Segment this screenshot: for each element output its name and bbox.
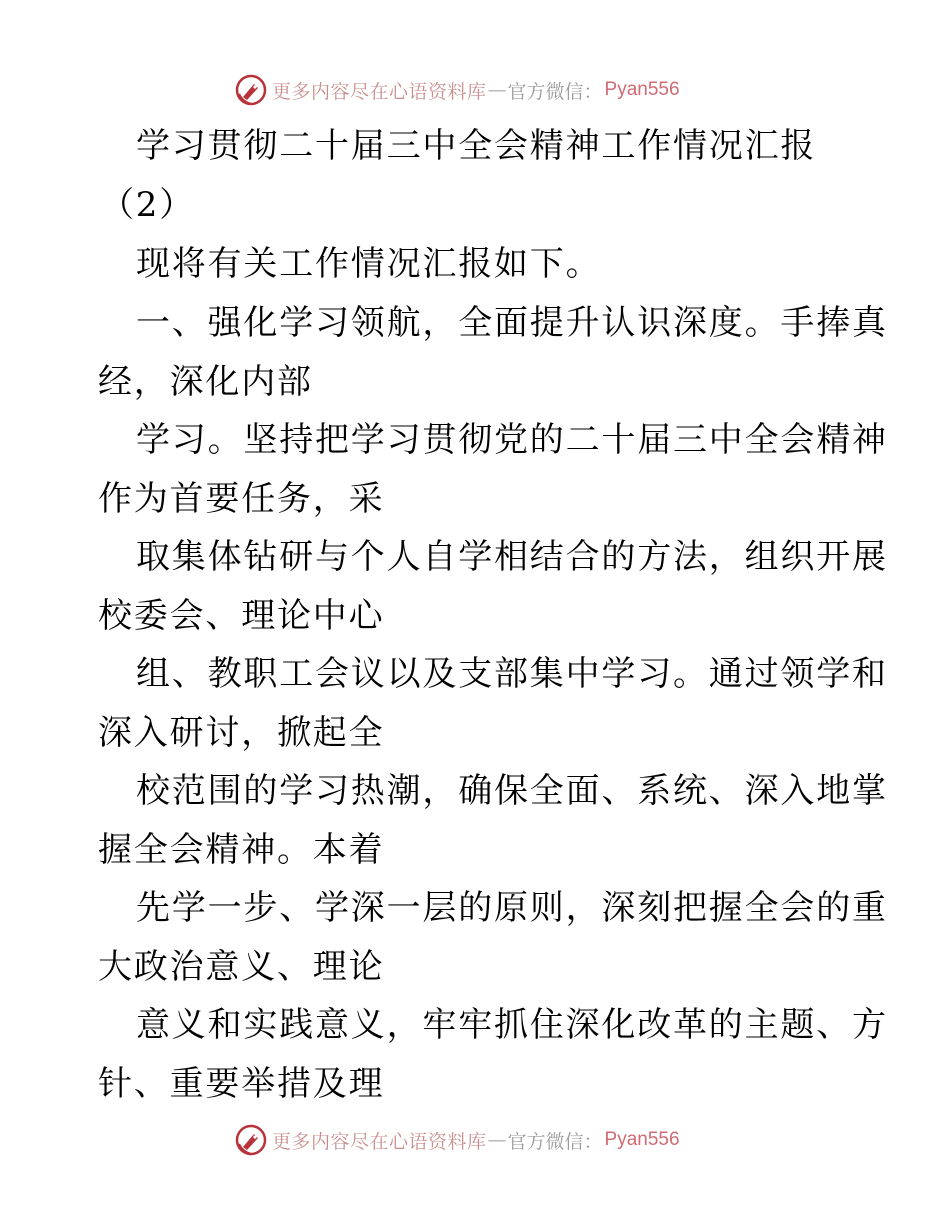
paragraph-line: 校委会、理论中心 [98,596,385,636]
watermark-wechat-label: 官方微信： [507,80,603,103]
paragraph-line: 一、强化学习领航，全面提升认识深度。手捧真 [136,303,888,343]
document-title-line-1: 学习贯彻二十届三中全会精神工作情况汇报 [136,126,817,166]
paragraph-line: 握全会精神。本着 [98,830,385,870]
paragraph-line: 先学一步、学深一层的原则，深刻把握全会的重 [136,888,888,928]
watermark-site-text: 更多内容尽在心语资料库 [272,1130,487,1153]
watermark-wechat-id: Pyan556 [604,1129,680,1150]
paragraph-line: 校范围的学习热潮，确保全面、系统、深入地掌 [136,771,888,811]
watermark-wechat-id: Pyan556 [604,79,680,100]
watermark-dash: — [487,1129,507,1151]
watermark-footer [234,1122,680,1158]
watermark-site-text: 更多内容尽在心语资料库 [272,80,487,103]
paragraph-line: 针、重要举措及理 [98,1064,385,1104]
paragraph-line: 意义和实践意义，牢牢抓住深化改革的主题、方 [136,1005,888,1045]
paragraph-line: 学习。坚持把学习贯彻党的二十届三中全会精神 [136,420,888,460]
paragraph-line: 取集体钻研与个人自学相结合的方法，组织开展 [136,537,888,577]
paragraph-line: 深入研讨，掀起全 [98,713,385,753]
watermark-dash: — [487,79,507,101]
paragraph-line: 现将有关工作情况汇报如下。 [136,244,602,284]
document-title-line-2: （2） [100,185,196,225]
pen-nib-logo-icon [234,1123,268,1157]
paragraph-line: 经，深化内部 [98,362,313,402]
pen-nib-logo-icon [234,73,268,107]
paragraph-line: 组、教职工会议以及支部集中学习。通过领学和 [136,654,888,694]
paragraph-line: 大政治意义、理论 [98,947,385,987]
watermark-wechat-label: 官方微信： [507,1130,603,1153]
watermark-header [234,72,680,108]
paragraph-line: 作为首要任务，采 [98,479,385,519]
